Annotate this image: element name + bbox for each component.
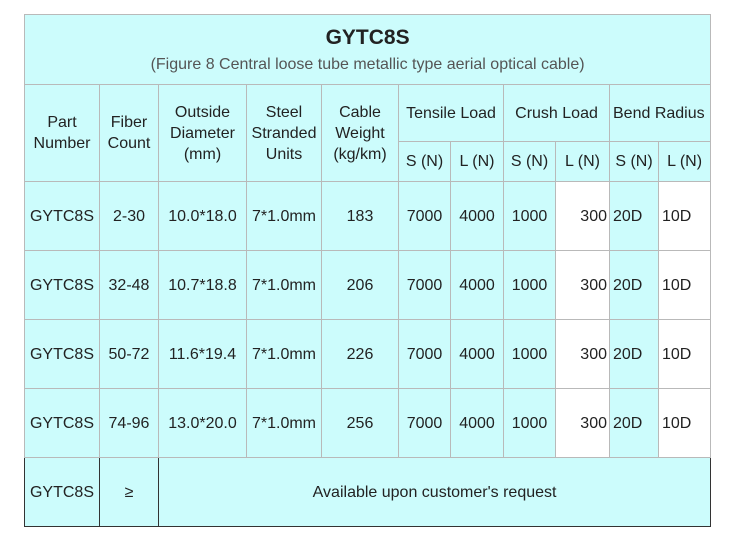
cell-weight: 206 (322, 251, 399, 320)
cell-crush-s: 1000 (504, 389, 556, 458)
table-title: GYTC8S (325, 25, 410, 49)
cell-bend-s: 20D (610, 320, 659, 389)
cell-weight: 256 (322, 389, 399, 458)
cell-crush-l: 300 (556, 182, 610, 251)
header-part-number: Part Number (25, 85, 100, 182)
cell-diameter: 11.6*19.4 (159, 320, 247, 389)
cell-diameter: 10.0*18.0 (159, 182, 247, 251)
subheader-cell: L (N) (451, 142, 504, 182)
cell-crush-s: 1000 (504, 320, 556, 389)
header-fiber-count: Fiber Count (100, 85, 159, 182)
cell-bend-s: 20D (610, 182, 659, 251)
cell-steel: 7*1.0mm (247, 251, 322, 320)
cell-weight: 226 (322, 320, 399, 389)
cell-tensile-s: 7000 (399, 389, 451, 458)
cell-tensile-l: 4000 (451, 251, 504, 320)
spec-table (24, 14, 711, 527)
header-crush-load: Crush Load (504, 85, 610, 142)
header-cable-weight: Cable Weight (kg/km) (322, 85, 399, 182)
cell-tensile-s: 7000 (399, 251, 451, 320)
cell-part: GYTC8S (25, 389, 100, 458)
header-row (25, 85, 711, 142)
cell-fiber: 32-48 (100, 251, 159, 320)
table-subtitle: (Figure 8 Central loose tube metallic type aerial optical cable) (150, 55, 585, 73)
cell-bend-s: 20D (610, 389, 659, 458)
cell-fiber: 74-96 (100, 389, 159, 458)
cell-diameter: 10.7*18.8 (159, 251, 247, 320)
subheader-cell: S (N) (399, 142, 451, 182)
cell-bend-l: 10D (659, 182, 711, 251)
cell-bend-s: 20D (610, 251, 659, 320)
cell-steel: 7*1.0mm (247, 320, 322, 389)
table-row (25, 389, 711, 458)
header-outside-diameter: Outside Diameter (mm) (159, 85, 247, 182)
cell-bend-l: 10D (659, 389, 711, 458)
cell-steel: 7*1.0mm (247, 389, 322, 458)
cell-tensile-l: 4000 (451, 389, 504, 458)
title-cell (25, 15, 711, 85)
header-steel-units: Steel Stranded Units (247, 85, 322, 182)
cell-crush-l: 300 (556, 251, 610, 320)
cell-diameter: 13.0*20.0 (159, 389, 247, 458)
cell-part: GYTC8S (25, 320, 100, 389)
cell-bend-l: 10D (659, 320, 711, 389)
cell-tensile-s: 7000 (399, 182, 451, 251)
subheader-cell: S (N) (610, 142, 659, 182)
request-note: Available upon customer's request (159, 458, 711, 527)
table-row (25, 182, 711, 251)
cell-steel: 7*1.0mm (247, 182, 322, 251)
subheader-cell: L (N) (556, 142, 610, 182)
cell-bend-l: 10D (659, 251, 711, 320)
cell-fiber: 2-30 (100, 182, 159, 251)
cell-crush-s: 1000 (504, 182, 556, 251)
cell-tensile-s: 7000 (399, 320, 451, 389)
table-row (25, 320, 711, 389)
subheader-cell: L (N) (659, 142, 711, 182)
cell-crush-l: 300 (556, 389, 610, 458)
cell-part: GYTC8S (25, 182, 100, 251)
cell-part: GYTC8S (25, 458, 100, 527)
title-row (25, 15, 711, 85)
cell-crush-s: 1000 (504, 251, 556, 320)
table-row-request (25, 458, 711, 527)
cell-part: GYTC8S (25, 251, 100, 320)
cell-weight: 183 (322, 182, 399, 251)
table-row (25, 251, 711, 320)
subheader-cell: S (N) (504, 142, 556, 182)
header-tensile-load: Tensile Load (399, 85, 504, 142)
header-bend-radius: Bend Radius (610, 85, 711, 142)
cell-fiber: ≥ (100, 458, 159, 527)
cell-crush-l: 300 (556, 320, 610, 389)
cell-tensile-l: 4000 (451, 320, 504, 389)
cell-tensile-l: 4000 (451, 182, 504, 251)
cell-fiber: 50-72 (100, 320, 159, 389)
